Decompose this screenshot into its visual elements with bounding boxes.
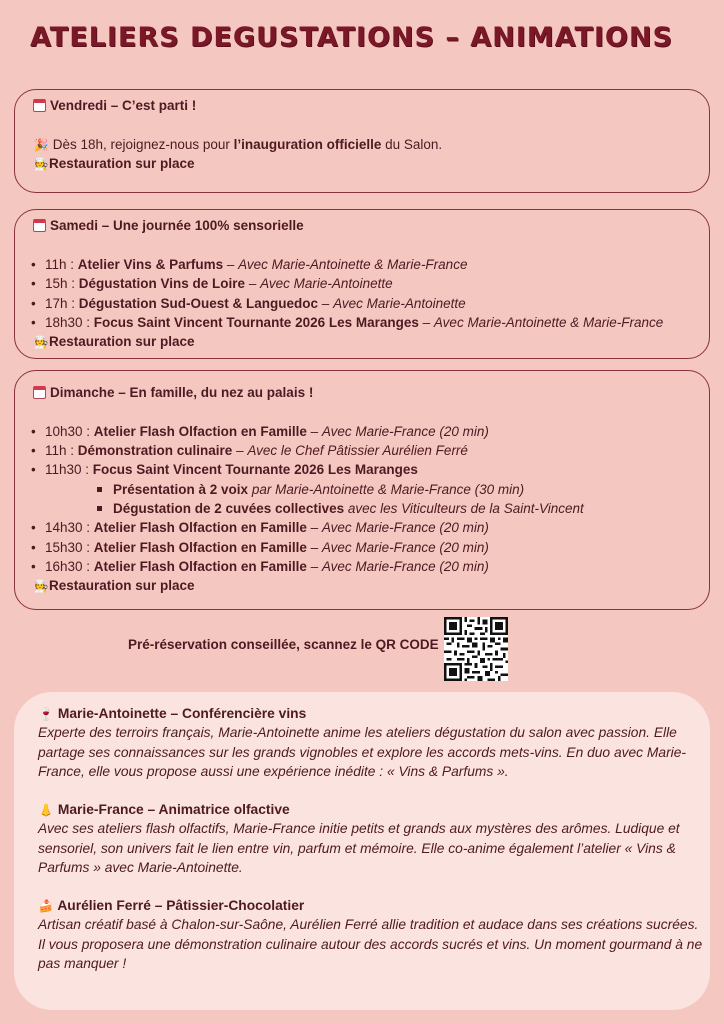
schedule-item: • 17h : Dégustation Sud-Ouest & Languedoc – Avec Marie-Antoinette (45, 294, 466, 314)
qr-code[interactable] (444, 617, 508, 681)
sunday-box (14, 370, 710, 610)
nose-icon: 👃 (38, 803, 54, 817)
calendar-icon (33, 99, 46, 112)
bio-heading: 🍰 Aurélien Ferré – Pâtissier-Chocolatier (38, 896, 304, 917)
saturday-box (14, 209, 710, 359)
schedule-item: • 15h30 : Atelier Flash Olfaction en Famille – Avec Marie-France (20 min) (45, 538, 489, 558)
page-title: ATELIERS DEGUSTATIONS – ANIMATIONS (30, 22, 673, 53)
friday-box (14, 89, 710, 193)
saturday-heading: Samedi – Une journée 100% sensorielle (33, 216, 304, 236)
schedule-subitem: Dégustation de 2 cuvées collectives avec les Viticulteurs de la Saint-Vincent (113, 499, 584, 519)
calendar-icon (33, 219, 46, 232)
schedule-item: • 11h : Démonstration culinaire – Avec le Chef Pâtissier Aurélien Ferré (45, 441, 468, 461)
sunday-heading: Dimanche – En famille, du nez au palais ! (33, 383, 313, 403)
bio-text: Experte des terroirs français, Marie-Antoinette anime les ateliers dégustation du salon avec passion. Elle partage ses connaissances sur les grands vignobles et explore les accords mets-vins. En duo avec Marie-France, elle vous propose aussi une expérience inédite : « Vins & Parfums ». (38, 725, 687, 779)
saturday-food: 🧑‍🍳Restauration sur place (33, 332, 195, 353)
schedule-item: • 14h30 : Atelier Flash Olfaction en Famille – Avec Marie-France (20 min) (45, 518, 489, 538)
schedule-subitem: Présentation à 2 voix par Marie-Antoinette & Marie-France (30 min) (113, 480, 524, 500)
bios-panel (14, 692, 710, 1010)
friday-food: 🧑‍🍳Restauration sur place (33, 154, 195, 175)
schedule-item: • 16h30 : Atelier Flash Olfaction en Famille – Avec Marie-France (20 min) (45, 557, 489, 577)
preregistration-text: Pré-réservation conseillée, scannez le QR CODE (128, 637, 439, 652)
chef-icon: 🧑‍🍳 (33, 157, 49, 171)
friday-heading: Vendredi – C’est parti ! (33, 96, 196, 116)
schedule-item: • 11h : Atelier Vins & Parfums – Avec Marie-Antoinette & Marie-France (45, 255, 467, 275)
schedule-item: • 15h : Dégustation Vins de Loire – Avec Marie-Antoinette (45, 274, 393, 294)
bio-text: Avec ses ateliers flash olfactifs, Marie-France initie petits et grands aux mystères des arômes. Ludique et sensoriel, son univers fait le lien entre vin, parfum et mémoire. Elle co-anime également l’atelier « Vins & Parfums » avec Marie-Antoinette. (38, 821, 680, 875)
friday-intro: 🎉 Dès 18h, rejoignez-nous pour l’inauguration officielle du Salon. (33, 135, 442, 156)
chef-icon: 🧑‍🍳 (33, 579, 49, 593)
party-popper-icon: 🎉 (33, 138, 49, 152)
calendar-icon (33, 386, 46, 399)
sunday-food: 🧑‍🍳Restauration sur place (33, 576, 195, 597)
wine-glass-icon: 🍷 (38, 707, 54, 721)
cake-icon: 🍰 (38, 899, 54, 913)
schedule-item: • 11h30 : Focus Saint Vincent Tournante 2026 Les Maranges (45, 460, 418, 480)
bio-heading: 👃 Marie-France – Animatrice olfactive (38, 800, 290, 821)
bio-text: Artisan créatif basé à Chalon-sur-Saône, Aurélien Ferré allie tradition et audace dans ses créations sucrées. Il vous proposera une démonstration culinaire autour des accords sucrés et vins. Un moment gourmand à ne pas manquer ! (38, 917, 703, 971)
chef-icon: 🧑‍🍳 (33, 335, 49, 349)
schedule-item: • 10h30 : Atelier Flash Olfaction en Famille – Avec Marie-France (20 min) (45, 422, 489, 442)
bio-heading: 🍷 Marie-Antoinette – Conférencière vins (38, 704, 306, 725)
schedule-item: • 18h30 : Focus Saint Vincent Tournante 2026 Les Maranges – Avec Marie-Antoinette & Marie-France (45, 313, 663, 333)
